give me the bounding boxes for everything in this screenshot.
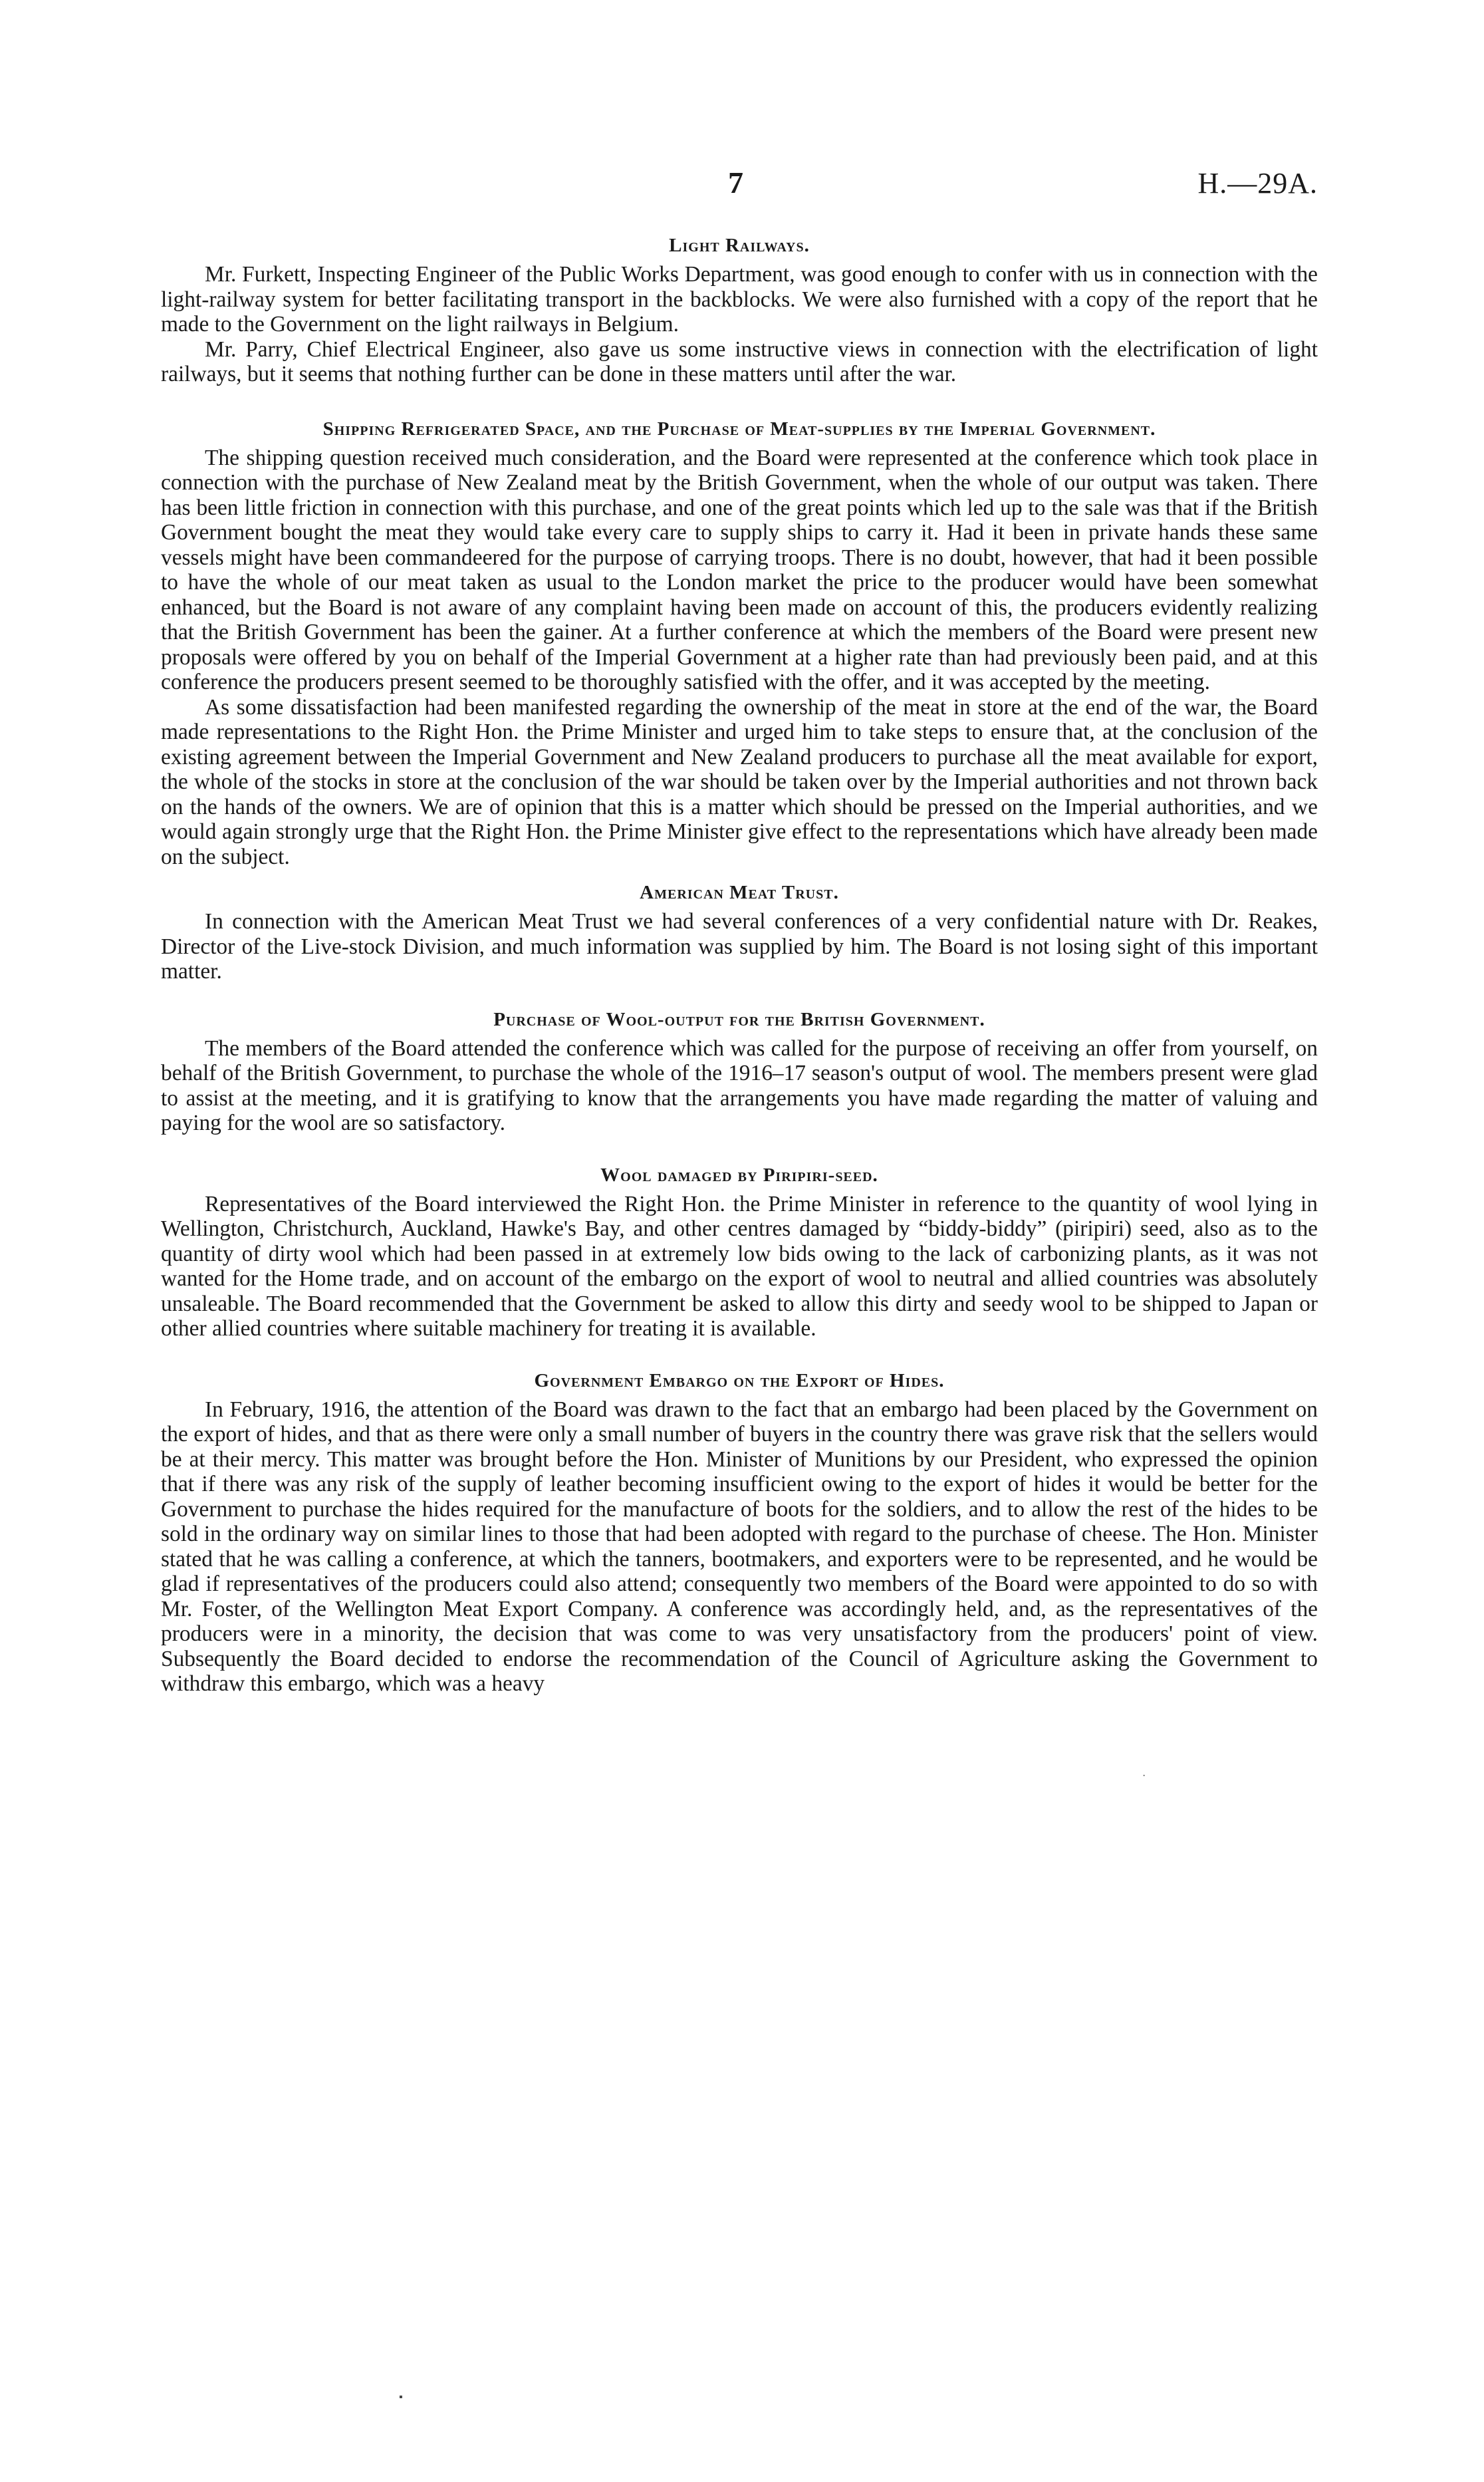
section-spacer [161,869,1318,880]
section-light-railways [161,233,1318,387]
paragraph: In connection with the American Meat Trust we had several conferences of a very confidential nature with Dr. Reakes, Director of the Live-stock Division, and much information was supplied by him. The Board is not losing sight of this important matter. [161,909,1318,984]
section-heading: Light Railways. [669,235,810,256]
section-embargo-on-hides [161,1368,1318,1697]
paragraph: Mr. Furkett, Inspecting Engineer of the Public Works Department, was good enough to confer with us in connection with the light-railway system for better facilitating transport in the backblocks. We were also furnished with a copy of the report that he made to the Government on the light railways in Belgium. [161,262,1318,337]
paragraph: As some dissatisfaction had been manifested regarding the ownership of the meat in store at the end of the war, the Board made representations to the Right Hon. the Prime Minister and urged him to take steps to ensure that, at the conclusion of the existing agreement between the Imperial Government and New Zealand producers to purchase all the meat available for export, the whole of the stocks in store at the conclusion of the war should be taken over by the Imperial authorities and not thrown back on the hands of the owners. We are of opinion that this is a matter which should be pressed on the Imperial authorities, and we would again strongly urge that the Right Hon. the Prime Minister give effect to the representations which have already been made on the subject. [161,694,1318,869]
section-heading: Government Embargo on the Export of Hides. [534,1369,945,1391]
paragraph: Mr. Parry, Chief Electrical Engineer, also gave us some instructive views in connection with the electrification of light railways, but it seems that nothing further can be done in these matters until after the war. [161,337,1318,386]
paragraph: The members of the Board attended the conference which was called for the purpose of receiving an offer from yourself, on behalf of the British Government, to purchase the whole of the 1916–17 season's output of wool. The members present were glad to assist at the meeting, and it is gratifying to know that the arrangements you have made regarding the matter of valuing and paying for the wool are so satisfactory. [161,1035,1318,1135]
section-spacer [161,1136,1318,1163]
paragraph: In February, 1916, the attention of the Board was drawn to the fact that an embargo had been placed by the Government on the export of hides, and that as there were only a small number of buyers in the country there was grave risk that the sellers would be at their mercy. This matter was brought before the Hon. Minister of Munitions by our President, who expressed the opinion that if there was any risk of the supply of leather becoming insufficient owing to the export of hides it would be better for the Government to purchase the hides required for the manufacture of boots for the soldiers, and to allow the rest of the hides to be sold in the ordinary way on similar lines to those that had been adopted with regard to the purchase of cheese. The Hon. Minister stated that he was calling a conference, at which the tanners, bootmakers, and exporters were to be represented, and he would be glad if representatives of the producers could also attend; consequently two members of the Board were appointed to do so with Mr. Foster, of the Wellington Meat Export Company. A conference was accordingly held, and, as the representatives of the producers were in a minority, the decision that was come to was very unsatisfactory from the producers' point of view. Subsequently the Board decided to endorse the recommendation of the Council of Agriculture asking the Government to withdraw this embargo, which was a heavy [161,1397,1318,1696]
paragraph: Representatives of the Board interviewed the Right Hon. the Prime Minister in reference to the quantity of wool lying in Wellington, Christchurch, Auckland, Hawke's Bay, and other centres damaged by “biddy-biddy” (piripiri) seed, also as to the quantity of dirty wool which had been passed in at extremely low bids owing to the lack of carbonizing plants, as it was not wanted for the Home trade, and on account of the embargo on the export of wool to neutral and allied countries was absolutely unsaleable. The Board recommended that the Government be asked to allow this dirty and seedy wool to be shipped to Japan or other allied countries where suitable machinery for treating it is available. [161,1191,1318,1341]
section-shipping-refrigerated-space [161,416,1318,870]
page-header [0,165,1484,205]
page-number: 7 [728,166,743,200]
section-purchase-of-wool-output [161,1007,1318,1136]
section-wool-damaged-by-piripiri [161,1163,1318,1341]
section-american-meat-trust [161,880,1318,984]
scan-speck: · [1142,1770,1146,1782]
document-reference: H.—29A. [1197,167,1318,200]
section-spacer [161,1341,1318,1368]
section-heading: American Meat Trust. [640,882,839,903]
section-heading: Wool damaged by Piripiri-seed. [600,1164,878,1186]
section-heading: Purchase of Wool-output for the British Government. [493,1008,985,1030]
page-body [161,233,1318,1697]
section-heading: Shipping Refrigerated Space, and the Purchase of Meat-supplies by the Imperial Government. [322,418,1156,440]
scan-speck: ▪ [399,2392,403,2403]
section-spacer [161,387,1318,416]
section-spacer [161,984,1318,1007]
paragraph: The shipping question received much consideration, and the Board were represented at the conference which took place in connection with the purchase of New Zealand meat by the British Government, when the whole of our output was taken. There has been little friction in connection with this purchase, and one of the great points which led up to the sale was that if the British Government bought the meat they would take every care to supply ships to carry it. Had it been in private hands these same vessels might have been commandeered for the purpose of carrying troops. There is no doubt, however, that had it been possible to have the whole of our meat taken as usual to the London market the price to the producer would have been somewhat enhanced, but the Board is not aware of any complaint having been made on account of this, the producers evidently realizing that the British Government has been the gainer. At a further conference at which the members of the Board were present new proposals were offered by you on behalf of the Imperial Government at a higher rate than had previously been paid, and at this conference the producers present seemed to be thoroughly satisfied with the offer, and it was accepted by the meeting. [161,445,1318,694]
